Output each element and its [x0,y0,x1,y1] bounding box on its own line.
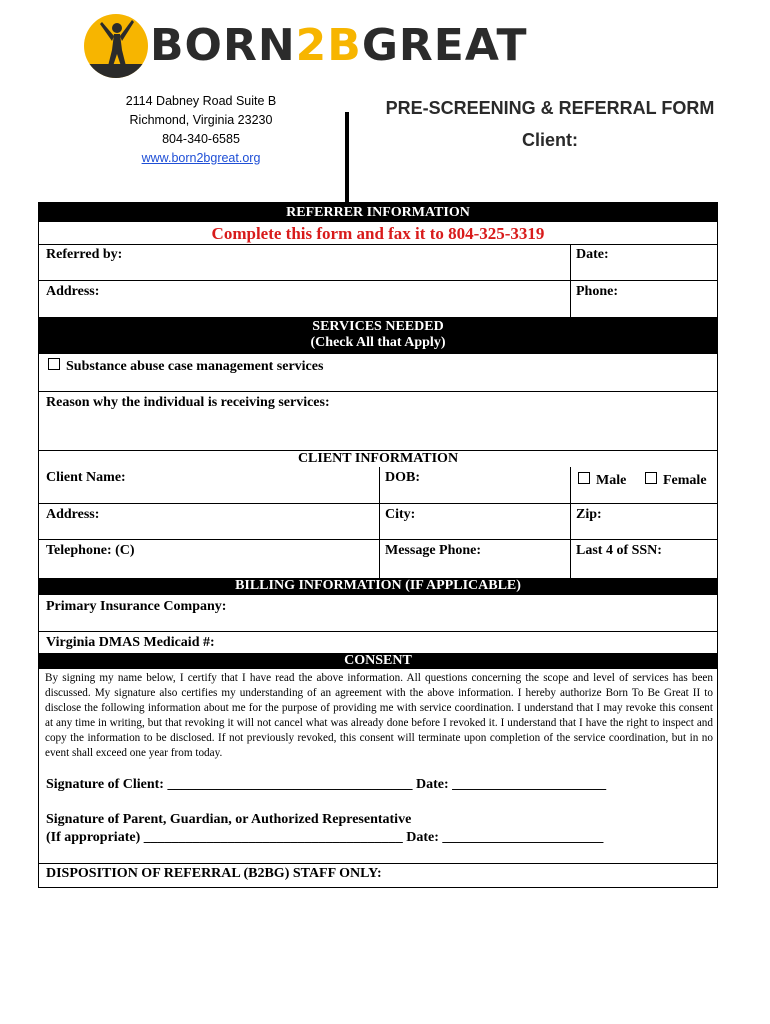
telephone-label: Telephone: (C) [46,543,135,558]
client-label: Client: [522,130,578,150]
ssn-label: Last 4 of SSN: [576,543,662,558]
services-heading-line2: (Check All that Apply) [310,335,446,350]
billing-heading: BILLING INFORMATION (IF APPLICABLE) [39,578,717,595]
client-signature-line[interactable]: Signature of Client: ___________________________________ Date: ______________________ [46,777,607,792]
dob-label: DOB: [385,470,420,485]
substance-abuse-option-label: Substance abuse case management services [66,359,324,374]
referrer-heading: REFERRER INFORMATION [39,203,717,222]
zip-label: Zip: [576,507,602,522]
city-label: City: [385,507,416,522]
website-link[interactable]: www.born2bgreat.org [141,151,261,165]
client-address-label: Address: [46,507,100,522]
checkbox-male[interactable] [578,472,590,484]
referrer-phone-label: Phone: [576,284,618,299]
medicaid-label: Virginia DMAS Medicaid #: [46,635,215,650]
address-block [96,92,306,168]
header-divider [345,112,349,204]
substance-abuse-option[interactable] [48,358,323,375]
referred-by-label: Referred by: [46,247,123,262]
logo-text-mid: 2B [295,20,362,71]
disposition-label: DISPOSITION OF REFERRAL (B2BG) STAFF ONLY: [46,866,382,881]
divider [39,280,717,281]
address-line1: 2114 Dabney Road Suite B [125,94,277,108]
form-title-block [370,92,730,156]
male-label: Male [596,473,627,488]
logo-text-left: BORN [150,20,296,71]
divider [39,539,717,540]
divider [39,503,717,504]
insurance-label: Primary Insurance Company: [46,599,227,614]
address-line2: Richmond, Virginia 23230 [129,113,273,127]
checkbox-female[interactable] [645,472,657,484]
services-heading [39,317,717,354]
form-title: PRE-SCREENING & REFERRAL FORM [385,98,715,118]
logo-text-right: GREAT [361,20,528,71]
male-option[interactable] [578,472,626,489]
divider [39,391,717,392]
date-label: Date: [576,247,609,262]
consent-heading: CONSENT [39,653,717,669]
person-silhouette-icon [84,14,148,78]
referral-form [38,202,718,888]
rep-signature-line2[interactable]: (If appropriate) _____________________________________ Date: _______________________ [46,830,604,845]
divider [379,467,380,578]
reason-label: Reason why the individual is receiving services: [46,395,330,410]
phone-number: 804-340-6585 [162,132,240,146]
services-heading-line1: SERVICES NEEDED [312,319,444,334]
divider [39,631,717,632]
client-heading: CLIENT INFORMATION [297,451,459,466]
referrer-address-label: Address: [46,284,100,299]
logo-sun-icon [84,14,148,78]
rep-signature-line1: Signature of Parent, Guardian, or Authorized Representative [46,812,412,827]
consent-text: By signing my name below, I certify that I have read the above information. All questions concerning the scope and level of services has been discussed. My signature also certifies my understanding of an agreement with the above information. I hereby authorize Born To Be Great II to disclose the following information about me for the purpose of providing me with service coordination. I understand that I may revoke this consent at any time in writing, but that revoking it will not cancel what was already done before I revoked it. I understand that I have the right to inspect and copy the information to be disclosed. If not previously revoked, this consent will terminate upon completion of the service coordination, but in no event shall exceed one year from today. [45,672,713,759]
logo-wordmark [150,22,528,70]
divider [39,244,717,245]
divider [570,467,571,578]
female-option[interactable] [645,472,707,489]
client-name-label: Client Name: [46,470,126,485]
message-phone-label: Message Phone: [385,543,482,558]
divider [39,863,717,864]
female-label: Female [663,473,707,488]
fax-instruction: Complete this form and fax it to 804-325-3319 [211,224,545,243]
checkbox-substance-abuse[interactable] [48,358,60,370]
